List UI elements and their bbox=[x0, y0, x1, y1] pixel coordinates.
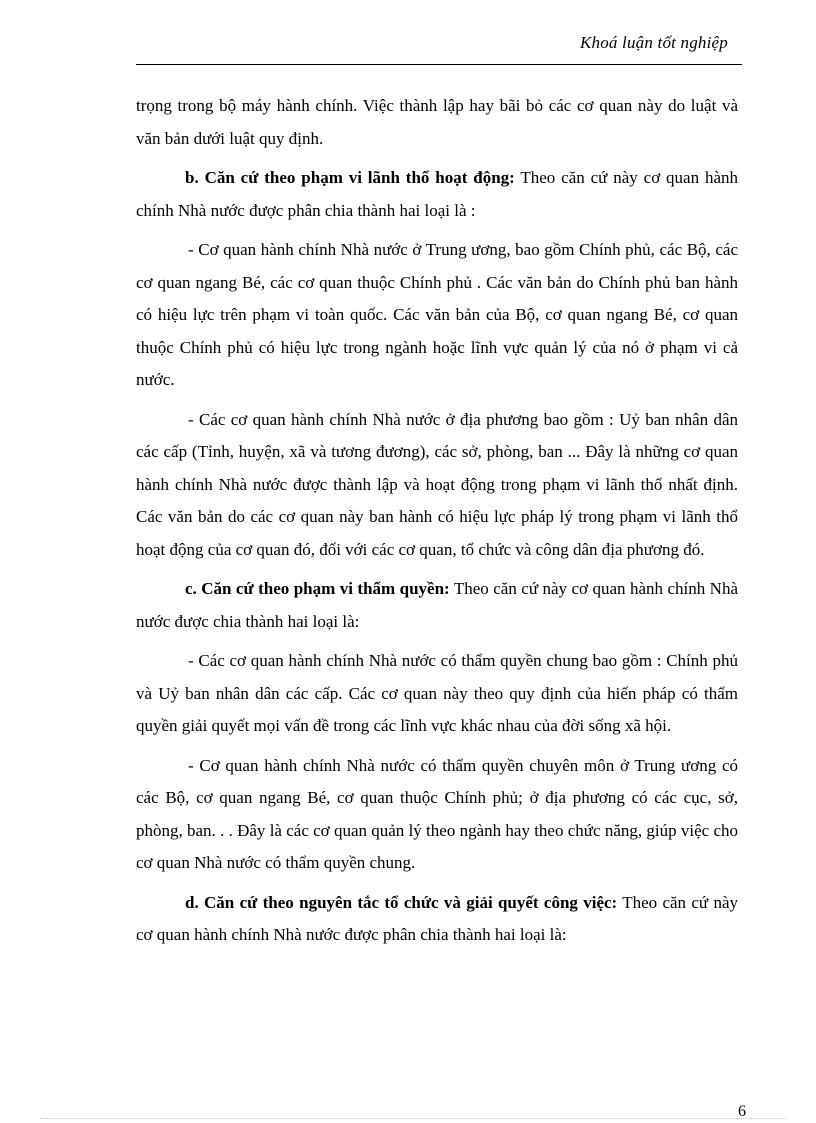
paragraph-text: - Các cơ quan hành chính Nhà nước có thẩm quyền chung bao gồm : Chính phủ và Uỷ ban nhân dân các cấp. Các cơ quan này theo quy định của hiến pháp có thẩm quyền giải quyết mọi vấn đề trong các lĩnh vực khác nhau của đời sống xã hội. bbox=[136, 651, 738, 735]
paragraph-local-agencies bbox=[136, 404, 738, 567]
paragraph-text: trọng trong bộ máy hành chính. Việc thành lập hay bãi bỏ các cơ quan này do luật và văn bản dưới luật quy định. bbox=[136, 96, 738, 148]
paragraph-general-competence bbox=[136, 645, 738, 743]
paragraph-text: Theo căn cứ này cơ quan hành chính Nhà nước được phân chia thành hai loại là : bbox=[136, 168, 738, 220]
paragraph-specialized-competence bbox=[136, 750, 738, 880]
paragraph-text: - Cơ quan hành chính Nhà nước ở Trung ương, bao gồm Chính phủ, các Bộ, các cơ quan ngang Bé, các cơ quan thuộc Chính phủ . Các văn bản do Chính phủ ban hành có hiệu lực trên phạm vi toàn quốc. Các văn bản của Bộ, cơ quan ngang Bé, cơ quan thuộc Chính phủ có hiệu lực trong ngành hoặc lĩnh vực quản lý của nó ở phạm vi cả nước. bbox=[136, 240, 738, 389]
section-heading-b: b. Căn cứ theo phạm vi lãnh thổ hoạt động: bbox=[185, 168, 515, 187]
paragraph-text: Theo căn cứ này cơ quan hành chính Nhà nước được chia thành hai loại là: bbox=[136, 579, 738, 631]
paragraph-continuation bbox=[136, 90, 738, 155]
paragraph-text: - Cơ quan hành chính Nhà nước có thẩm quyền chuyên môn ở Trung ương có các Bộ, cơ quan ngang Bé, cơ quan thuộc Chính phủ; ở địa phương có các cục, sở, phòng, ban. . . Đây là các cơ quan quản lý theo ngành hay theo chức năng, giúp việc cho cơ quan Nhà nước có thẩm quyền chung. bbox=[136, 755, 738, 872]
paragraph-section-c bbox=[136, 573, 738, 638]
section-heading-c: c. Căn cứ theo phạm vi thẩm quyền: bbox=[185, 579, 450, 598]
paragraph-section-b bbox=[136, 162, 738, 227]
section-heading-d: d. Căn cứ theo nguyên tắc tổ chức và giải quyết công việc: bbox=[185, 892, 618, 912]
paragraph-text: Theo căn cứ này cơ quan hành chính Nhà nước được phân chia thành hai loại là: bbox=[136, 892, 738, 944]
paragraph-text: - Các cơ quan hành chính Nhà nước ở địa phương bao gồm : Uỷ ban nhân dân các cấp (Tỉnh, huyện, xã và tương đương), các sở, phòng, ban ... Đây là những cơ quan hành chính Nhà nước được thành lập và hoạt động trong phạm vi lãnh thổ nhất định. Các văn bản do các cơ quan này ban hành có hiệu lực pháp lý trong phạm vi lãnh thổ hoạt động của cơ quan đó, đối với các cơ quan, tổ chức và công dân địa phương đó. bbox=[136, 409, 738, 559]
running-header-title: Khoá luận tốt nghiệp bbox=[579, 33, 728, 52]
paragraph-central-agencies bbox=[136, 234, 738, 397]
body-text bbox=[136, 90, 738, 959]
paragraph-section-d bbox=[136, 887, 738, 952]
header-divider bbox=[136, 64, 742, 65]
footer-divider bbox=[40, 1118, 786, 1119]
page-number: 6 bbox=[738, 1103, 746, 1120]
